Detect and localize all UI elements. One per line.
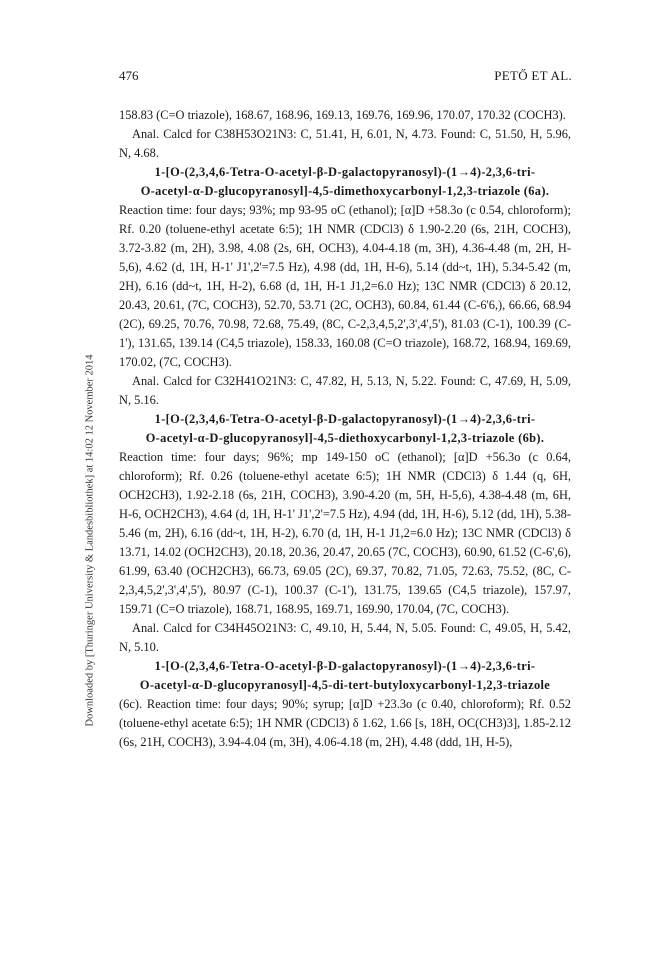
paragraph-analysis-6b: Anal. Calcd for C34H45O21N3: C, 49.10, H, 5.44, N, 5.05. Found: C, 49.05, H, 5.42, N, 5.10. (119, 621, 571, 654)
paragraph-6b-data: Reaction time: four days; 96%; mp 149-150 oC (ethanol); [α]D +56.3o (c 0.64, chloroform); Rf. 0.26 (toluene-ethyl acetate 6:5); 1H NMR (CDCl3) δ 1.44 (q, 6H, OCH2CH3), 1.92-2.18 (6s, 21H, COCH3), 3.90-4.20 (m, 5H, H-5,6), 4.38-4.48 (m, 6H, H-6, OCH2CH3), 4.64 (d, 1H, H-1' J1',2'=7.5 Hz), 4.94 (dd, 1H, H-6), 5.12 (dd, 1H), 5.38-5.46 (m, 2H), 6.16 (dd~t, 1H, H-2), 6.70 (d, 1H, H-1 J1,2=6.0 Hz); 13C NMR (CDCl3) δ 13.71, 14.02 (OCH2CH3), 20.18, 20.36, 20.47, 20.65 (7C, COCH3), 60.90, 61.52 (C-6',6), 61.99, 63.40 (OCH2CH3), 66.73, 69.05 (2C), 69.37, 70.82, 71.05, 72.63, 75.52, (8C, C-2,3,4,5,2',3',4',5'), 80.97 (C-1), 100.37 (C-1'), 131.75, 139.65 (C4,5 triazole), 157.97, 159.71 (C=O triazole), 168.71, 168.95, 169.71, 169.90, 170.04, (7C, COCH3). (119, 450, 571, 616)
paragraph-6c-data: (6c). Reaction time: four days; 90%; syrup; [α]D +23.3o (c 0.40, chloroform); Rf. 0.52 (toluene-ethyl acetate 6:5); 1H NMR (CDCl3) δ 1.62, 1.66 [s, 18H, OC(CH3)3], 1.85-2.12 (6s, 21H, COCH3), 3.94-4.04 (m, 3H), 4.06-4.18 (m, 2H), 4.48 (ddd, 1H, H-5), (119, 697, 571, 749)
running-head: PETŐ ET AL. (494, 68, 572, 83)
compound-heading-6b-line1: 1-[O-(2,3,4,6-Tetra-O-acetyl-β-D-galactopyranosyl)-(1→4)-2,3,6-tri- (154, 412, 536, 426)
compound-heading-6a-line2: O-acetyl-α-D-glucopyranosyl]-4,5-dimethoxycarbonyl-1,2,3-triazole (6a). (140, 184, 550, 198)
compound-heading-6c-line2: O-acetyl-α-D-glucopyranosyl]-4,5-di-tert-butyloxycarbonyl-1,2,3-triazole (139, 678, 551, 692)
paragraph-analysis-6a: Anal. Calcd for C32H41O21N3: C, 47.82, H, 5.13, N, 5.22. Found: C, 47.69, H, 5.09, N, 5.16. (119, 374, 571, 407)
page-number: 476 (119, 68, 139, 83)
compound-heading-6a-line1: 1-[O-(2,3,4,6-Tetra-O-acetyl-β-D-galactopyranosyl)-(1→4)-2,3,6-tri- (154, 165, 536, 179)
compound-heading-6b-line2: O-acetyl-α-D-glucopyranosyl]-4,5-diethoxycarbonyl-1,2,3-triazole (6b). (145, 431, 545, 445)
paragraph-nmr-continuation: 158.83 (C=O triazole), 168.67, 168.96, 169.13, 169.76, 169.96, 170.07, 170.32 (COCH3). (119, 108, 566, 122)
download-watermark: Downloaded by [Thuringer University & Landesbibliothek] at 14:02 12 November 2014 (84, 354, 96, 727)
paragraph-analysis-5: Anal. Calcd for C38H53O21N3: C, 51.41, H, 6.01, N, 4.73. Found: C, 51.50, H, 5.96, N, 4.68. (119, 127, 571, 160)
paragraph-6a-data: Reaction time: four days; 93%; mp 93-95 oC (ethanol); [α]D +58.3o (c 0.54, chloroform); Rf. 0.20 (toluene-ethyl acetate 6:5); 1H NMR (CDCl3) δ 1.90-2.20 (6s, 21H, COCH3), 3.72-3.82 (m, 2H), 3.98, 4.08 (2s, 6H, OCH3), 4.04-4.18 (m, 3H), 4.36-4.48 (m, 2H, H-5,6), 4.62 (d, 1H, H-1' J1',2'=7.5 Hz), 4.98 (dd, 1H, H-6), 5.14 (dd~t, 1H), 5.34-5.42 (m, 2H), 6.16 (dd~t, 1H, H-2), 6.68 (d, 1H, H-1 J1,2=6.0 Hz); 13C NMR (CDCl3) δ 20.12, 20.43, 20.61, (7C, COCH3), 52.70, 53.71 (2C, OCH3), 60.84, 61.44 (C-6'6,), 66.66, 68.94 (2C), 69.25, 70.76, 70.98, 72.68, 75.49, (8C, C-2,3,4,5,2',3',4',5'), 81.03 (C-1), 100.39 (C-1'), 131.65, 139.14 (C4,5 triazole), 158.33, 160.08 (C=O triazole), 168.72, 168.94, 169.69, 170.02, (7C, COCH3). (119, 203, 571, 369)
body-text (119, 106, 571, 752)
compound-heading-6c-line1: 1-[O-(2,3,4,6-Tetra-O-acetyl-β-D-galactopyranosyl)-(1→4)-2,3,6-tri- (154, 659, 536, 673)
